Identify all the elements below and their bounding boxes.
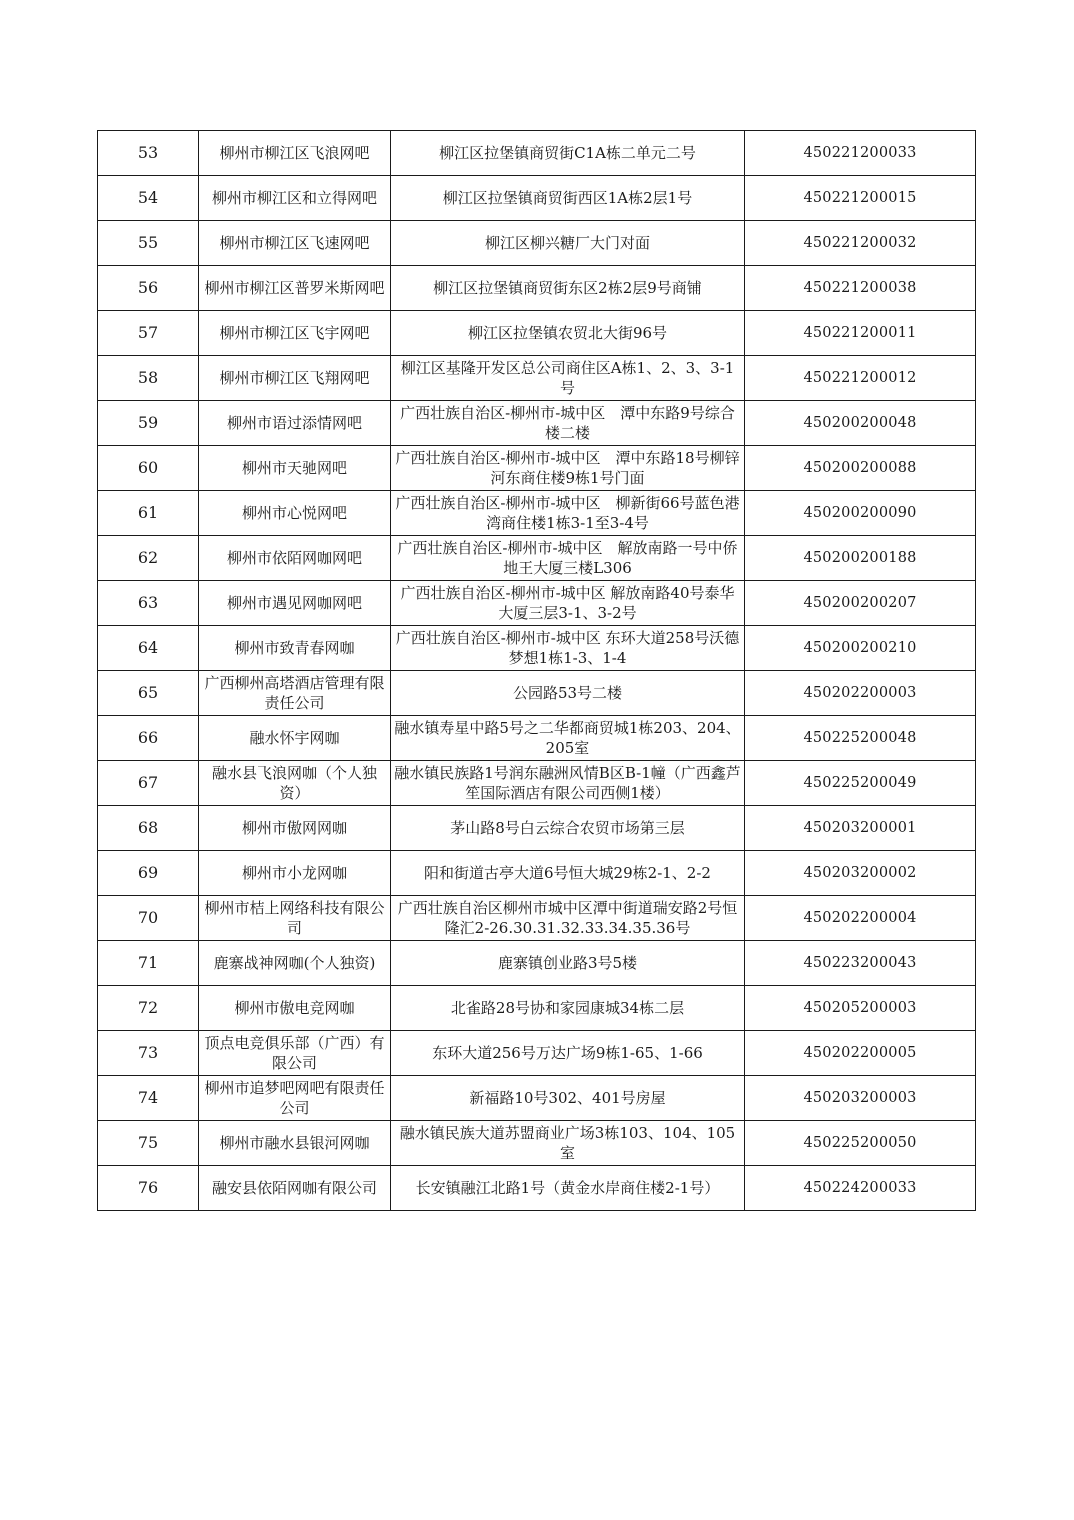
- license-number-cell: 450225200049: [745, 761, 976, 806]
- license-number-cell: 450200200088: [745, 446, 976, 491]
- business-name-cell: 柳州市依陌网咖网吧: [199, 536, 391, 581]
- table-row: [98, 1031, 976, 1076]
- table-row: [98, 896, 976, 941]
- license-number-cell: 450202200003: [745, 671, 976, 716]
- business-name-cell: 柳州市柳江区普罗米斯网吧: [199, 266, 391, 311]
- row-number-cell: 59: [98, 401, 199, 446]
- license-number-cell: 450200200048: [745, 401, 976, 446]
- business-name-cell: 柳州市柳江区飞浪网吧: [199, 131, 391, 176]
- license-number-cell: 450203200002: [745, 851, 976, 896]
- table-row: [98, 356, 976, 401]
- business-name-cell: 柳州市语过添情网吧: [199, 401, 391, 446]
- row-number-cell: 74: [98, 1076, 199, 1121]
- business-name-cell: 广西柳州高塔酒店管理有限责任公司: [199, 671, 391, 716]
- address-cell: 柳江区拉堡镇商贸街C1A栋二单元二号: [391, 131, 745, 176]
- business-name-cell: 鹿寨战神网咖(个人独资): [199, 941, 391, 986]
- table-body: [98, 131, 976, 1211]
- address-cell: 新福路10号302、401号房屋: [391, 1076, 745, 1121]
- address-cell: 融水镇寿星中路5号之二华都商贸城1栋203、204、205室: [391, 716, 745, 761]
- business-name-cell: 融水怀宇网咖: [199, 716, 391, 761]
- table-row: [98, 311, 976, 356]
- business-name-cell: 柳州市柳江区飞宇网吧: [199, 311, 391, 356]
- license-number-cell: 450203200003: [745, 1076, 976, 1121]
- table-row: [98, 1166, 976, 1211]
- address-cell: 广西壮族自治区-柳州市-城中区 柳新街66号蓝色港湾商住楼1栋3-1至3-4号: [391, 491, 745, 536]
- address-cell: 融水镇民族大道苏盟商业广场3栋103、104、105室: [391, 1121, 745, 1166]
- business-name-cell: 柳州市柳江区飞速网吧: [199, 221, 391, 266]
- address-cell: 广西壮族自治区-柳州市-城中区 东环大道258号沃德梦想1栋1-3、1-4: [391, 626, 745, 671]
- table-row: [98, 1076, 976, 1121]
- row-number-cell: 63: [98, 581, 199, 626]
- business-name-cell: 柳州市小龙网咖: [199, 851, 391, 896]
- row-number-cell: 71: [98, 941, 199, 986]
- table-row: [98, 941, 976, 986]
- license-number-cell: 450223200043: [745, 941, 976, 986]
- table-row: [98, 1121, 976, 1166]
- table-row: [98, 446, 976, 491]
- business-name-cell: 顶点电竞俱乐部（广西）有限公司: [199, 1031, 391, 1076]
- address-cell: 广西壮族自治区-柳州市-城中区 解放南路一号中侨地王大厦三楼L306: [391, 536, 745, 581]
- row-number-cell: 58: [98, 356, 199, 401]
- row-number-cell: 64: [98, 626, 199, 671]
- license-number-cell: 450202200005: [745, 1031, 976, 1076]
- table-row: [98, 266, 976, 311]
- business-name-cell: 柳州市心悦网吧: [199, 491, 391, 536]
- address-cell: 广西壮族自治区柳州市城中区潭中街道瑞安路2号恒隆汇2-26.30.31.32.33.34.35.36号: [391, 896, 745, 941]
- license-number-cell: 450225200048: [745, 716, 976, 761]
- business-name-cell: 柳州市融水县银河网咖: [199, 1121, 391, 1166]
- business-name-cell: 融水县飞浪网咖（个人独资）: [199, 761, 391, 806]
- table-row: [98, 491, 976, 536]
- row-number-cell: 70: [98, 896, 199, 941]
- row-number-cell: 68: [98, 806, 199, 851]
- address-cell: 柳江区拉堡镇农贸北大街96号: [391, 311, 745, 356]
- address-cell: 广西壮族自治区-柳州市-城中区 解放南路40号泰华大厦三层3-1、3-2号: [391, 581, 745, 626]
- address-cell: 公园路53号二楼: [391, 671, 745, 716]
- business-name-cell: 柳州市桔上网络科技有限公司: [199, 896, 391, 941]
- table-row: [98, 806, 976, 851]
- row-number-cell: 61: [98, 491, 199, 536]
- license-number-cell: 450221200033: [745, 131, 976, 176]
- license-number-cell: 450221200032: [745, 221, 976, 266]
- address-cell: 东环大道256号万达广场9栋1-65、1-66: [391, 1031, 745, 1076]
- license-number-cell: 450200200207: [745, 581, 976, 626]
- address-cell: 北雀路28号协和家园康城34栋二层: [391, 986, 745, 1031]
- address-cell: 广西壮族自治区-柳州市-城中区 潭中东路9号综合楼二楼: [391, 401, 745, 446]
- row-number-cell: 62: [98, 536, 199, 581]
- address-cell: 柳江区拉堡镇商贸街东区2栋2层9号商铺: [391, 266, 745, 311]
- business-name-cell: 柳州市傲电竞网咖: [199, 986, 391, 1031]
- table-row: [98, 131, 976, 176]
- row-number-cell: 54: [98, 176, 199, 221]
- table-row: [98, 761, 976, 806]
- address-cell: 广西壮族自治区-柳州市-城中区 潭中东路18号柳锌河东商住楼9栋1号门面: [391, 446, 745, 491]
- business-name-cell: 融安县依陌网咖有限公司: [199, 1166, 391, 1211]
- license-number-cell: 450221200015: [745, 176, 976, 221]
- row-number-cell: 67: [98, 761, 199, 806]
- table-row: [98, 536, 976, 581]
- row-number-cell: 53: [98, 131, 199, 176]
- license-number-cell: 450200200090: [745, 491, 976, 536]
- license-number-cell: 450221200038: [745, 266, 976, 311]
- table-row: [98, 986, 976, 1031]
- table-row: [98, 716, 976, 761]
- business-name-cell: 柳州市柳江区和立得网吧: [199, 176, 391, 221]
- address-cell: 柳江区柳兴糖厂大门对面: [391, 221, 745, 266]
- address-cell: 融水镇民族路1号润东融洲风情B区B-1幢（广西鑫芦笙国际酒店有限公司西侧1楼）: [391, 761, 745, 806]
- row-number-cell: 57: [98, 311, 199, 356]
- row-number-cell: 72: [98, 986, 199, 1031]
- row-number-cell: 65: [98, 671, 199, 716]
- license-number-cell: 450221200011: [745, 311, 976, 356]
- table-row: [98, 626, 976, 671]
- row-number-cell: 66: [98, 716, 199, 761]
- row-number-cell: 76: [98, 1166, 199, 1211]
- business-name-cell: 柳州市致青春网咖: [199, 626, 391, 671]
- license-number-cell: 450205200003: [745, 986, 976, 1031]
- business-name-cell: 柳州市遇见网咖网吧: [199, 581, 391, 626]
- table-row: [98, 401, 976, 446]
- table-row: [98, 581, 976, 626]
- row-number-cell: 69: [98, 851, 199, 896]
- address-cell: 茅山路8号白云综合农贸市场第三层: [391, 806, 745, 851]
- license-number-cell: 450200200188: [745, 536, 976, 581]
- table-row: [98, 221, 976, 266]
- business-name-cell: 柳州市柳江区飞翔网吧: [199, 356, 391, 401]
- table-row: [98, 176, 976, 221]
- business-name-cell: 柳州市追梦吧网吧有限责任公司: [199, 1076, 391, 1121]
- row-number-cell: 56: [98, 266, 199, 311]
- row-number-cell: 75: [98, 1121, 199, 1166]
- license-number-cell: 450200200210: [745, 626, 976, 671]
- address-cell: 长安镇融江北路1号（黄金水岸商住楼2-1号）: [391, 1166, 745, 1211]
- address-cell: 柳江区拉堡镇商贸街西区1A栋2层1号: [391, 176, 745, 221]
- license-number-cell: 450203200001: [745, 806, 976, 851]
- license-number-cell: 450224200033: [745, 1166, 976, 1211]
- row-number-cell: 60: [98, 446, 199, 491]
- license-number-cell: 450221200012: [745, 356, 976, 401]
- business-name-cell: 柳州市傲网网咖: [199, 806, 391, 851]
- table-row: [98, 671, 976, 716]
- row-number-cell: 55: [98, 221, 199, 266]
- internet-cafe-table: [97, 130, 976, 1211]
- row-number-cell: 73: [98, 1031, 199, 1076]
- address-cell: 阳和街道古亭大道6号恒大城29栋2-1、2-2: [391, 851, 745, 896]
- license-number-cell: 450225200050: [745, 1121, 976, 1166]
- table-row: [98, 851, 976, 896]
- business-name-cell: 柳州市天驰网吧: [199, 446, 391, 491]
- address-cell: 鹿寨镇创业路3号5楼: [391, 941, 745, 986]
- license-number-cell: 450202200004: [745, 896, 976, 941]
- address-cell: 柳江区基隆开发区总公司商住区A栋1、2、3、3-1号: [391, 356, 745, 401]
